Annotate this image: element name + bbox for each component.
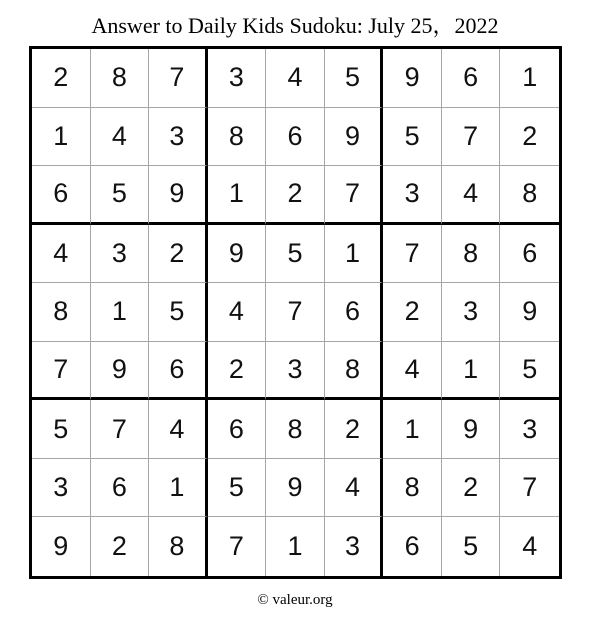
sudoku-cell: 7 [266, 283, 325, 342]
sudoku-cell: 4 [442, 166, 501, 225]
sudoku-cell: 6 [32, 166, 91, 225]
sudoku-grid [29, 46, 562, 579]
sudoku-cell: 1 [442, 342, 501, 401]
sudoku-cell: 1 [91, 283, 150, 342]
sudoku-cell: 9 [383, 49, 442, 108]
sudoku-cell: 5 [325, 49, 384, 108]
sudoku-cell: 8 [383, 459, 442, 518]
sudoku-cell: 5 [442, 517, 501, 576]
sudoku-cell: 2 [208, 342, 267, 401]
sudoku-cell: 8 [32, 283, 91, 342]
sudoku-cell: 5 [208, 459, 267, 518]
sudoku-cell: 6 [208, 400, 267, 459]
sudoku-cell: 6 [91, 459, 150, 518]
sudoku-cell: 4 [266, 49, 325, 108]
sudoku-cell: 3 [325, 517, 384, 576]
sudoku-cell: 4 [91, 108, 150, 167]
sudoku-cell: 7 [149, 49, 208, 108]
sudoku-cell: 6 [149, 342, 208, 401]
sudoku-cell: 9 [500, 283, 559, 342]
sudoku-cell: 8 [266, 400, 325, 459]
sudoku-cell: 4 [32, 225, 91, 284]
sudoku-cell: 3 [32, 459, 91, 518]
sudoku-cell: 5 [383, 108, 442, 167]
sudoku-cell: 7 [91, 400, 150, 459]
sudoku-cell: 1 [500, 49, 559, 108]
sudoku-cell: 3 [208, 49, 267, 108]
sudoku-cell: 2 [91, 517, 150, 576]
sudoku-cell: 3 [91, 225, 150, 284]
sudoku-cell: 1 [266, 517, 325, 576]
sudoku-cell: 4 [383, 342, 442, 401]
sudoku-cell: 1 [325, 225, 384, 284]
sudoku-cell: 7 [383, 225, 442, 284]
sudoku-cell: 2 [149, 225, 208, 284]
sudoku-cell: 9 [325, 108, 384, 167]
sudoku-cell: 8 [208, 108, 267, 167]
copyright-footer: © valeur.org [257, 592, 333, 608]
sudoku-cell: 2 [500, 108, 559, 167]
sudoku-cell: 5 [91, 166, 150, 225]
sudoku-cell: 3 [266, 342, 325, 401]
sudoku-cell: 5 [149, 283, 208, 342]
page-title: Answer to Daily Kids Sudoku: July 25，2022 [91, 13, 499, 38]
sudoku-cell: 2 [32, 49, 91, 108]
sudoku-cell: 2 [325, 400, 384, 459]
sudoku-cell: 9 [149, 166, 208, 225]
sudoku-cell: 5 [32, 400, 91, 459]
sudoku-cell: 4 [522, 531, 538, 562]
sudoku-cell: 7 [500, 459, 559, 518]
sudoku-cell: 4 [149, 400, 208, 459]
sudoku-cell: 2 [266, 166, 325, 225]
sudoku-cell: 6 [325, 283, 384, 342]
sudoku-cell: 1 [149, 459, 208, 518]
sudoku-cell: 4 [325, 459, 384, 518]
sudoku-cell: 5 [266, 225, 325, 284]
sudoku-cell: 3 [500, 400, 559, 459]
sudoku-cell: 7 [32, 342, 91, 401]
sudoku-cell: 1 [208, 166, 267, 225]
sudoku-cell: 8 [149, 517, 208, 576]
sudoku-cell: 9 [32, 517, 91, 576]
sudoku-cell: 7 [325, 166, 384, 225]
sudoku-cell: 3 [149, 108, 208, 167]
sudoku-cell: 6 [442, 49, 501, 108]
sudoku-cell: 6 [266, 108, 325, 167]
sudoku-cell: 9 [208, 225, 267, 284]
sudoku-cell: 8 [442, 225, 501, 284]
sudoku-cell: 9 [266, 459, 325, 518]
sudoku-cell: 7 [442, 108, 501, 167]
sudoku-cell: 7 [208, 517, 267, 576]
sudoku-cell: 3 [442, 283, 501, 342]
sudoku-cell: 9 [91, 342, 150, 401]
sudoku-cell: 8 [91, 49, 150, 108]
sudoku-cell: 6 [383, 517, 442, 576]
sudoku-cell: 3 [383, 166, 442, 225]
sudoku-cell: 8 [325, 342, 384, 401]
sudoku-cell: 1 [32, 108, 91, 167]
sudoku-cell: 2 [442, 459, 501, 518]
sudoku-cell: 8 [500, 166, 559, 225]
sudoku-cell: 2 [383, 283, 442, 342]
sudoku-cell: 6 [500, 225, 559, 284]
sudoku-cell: 1 [383, 400, 442, 459]
sudoku-cell: 9 [442, 400, 501, 459]
sudoku-cell: 5 [500, 342, 559, 401]
sudoku-cell: 4 [208, 283, 267, 342]
